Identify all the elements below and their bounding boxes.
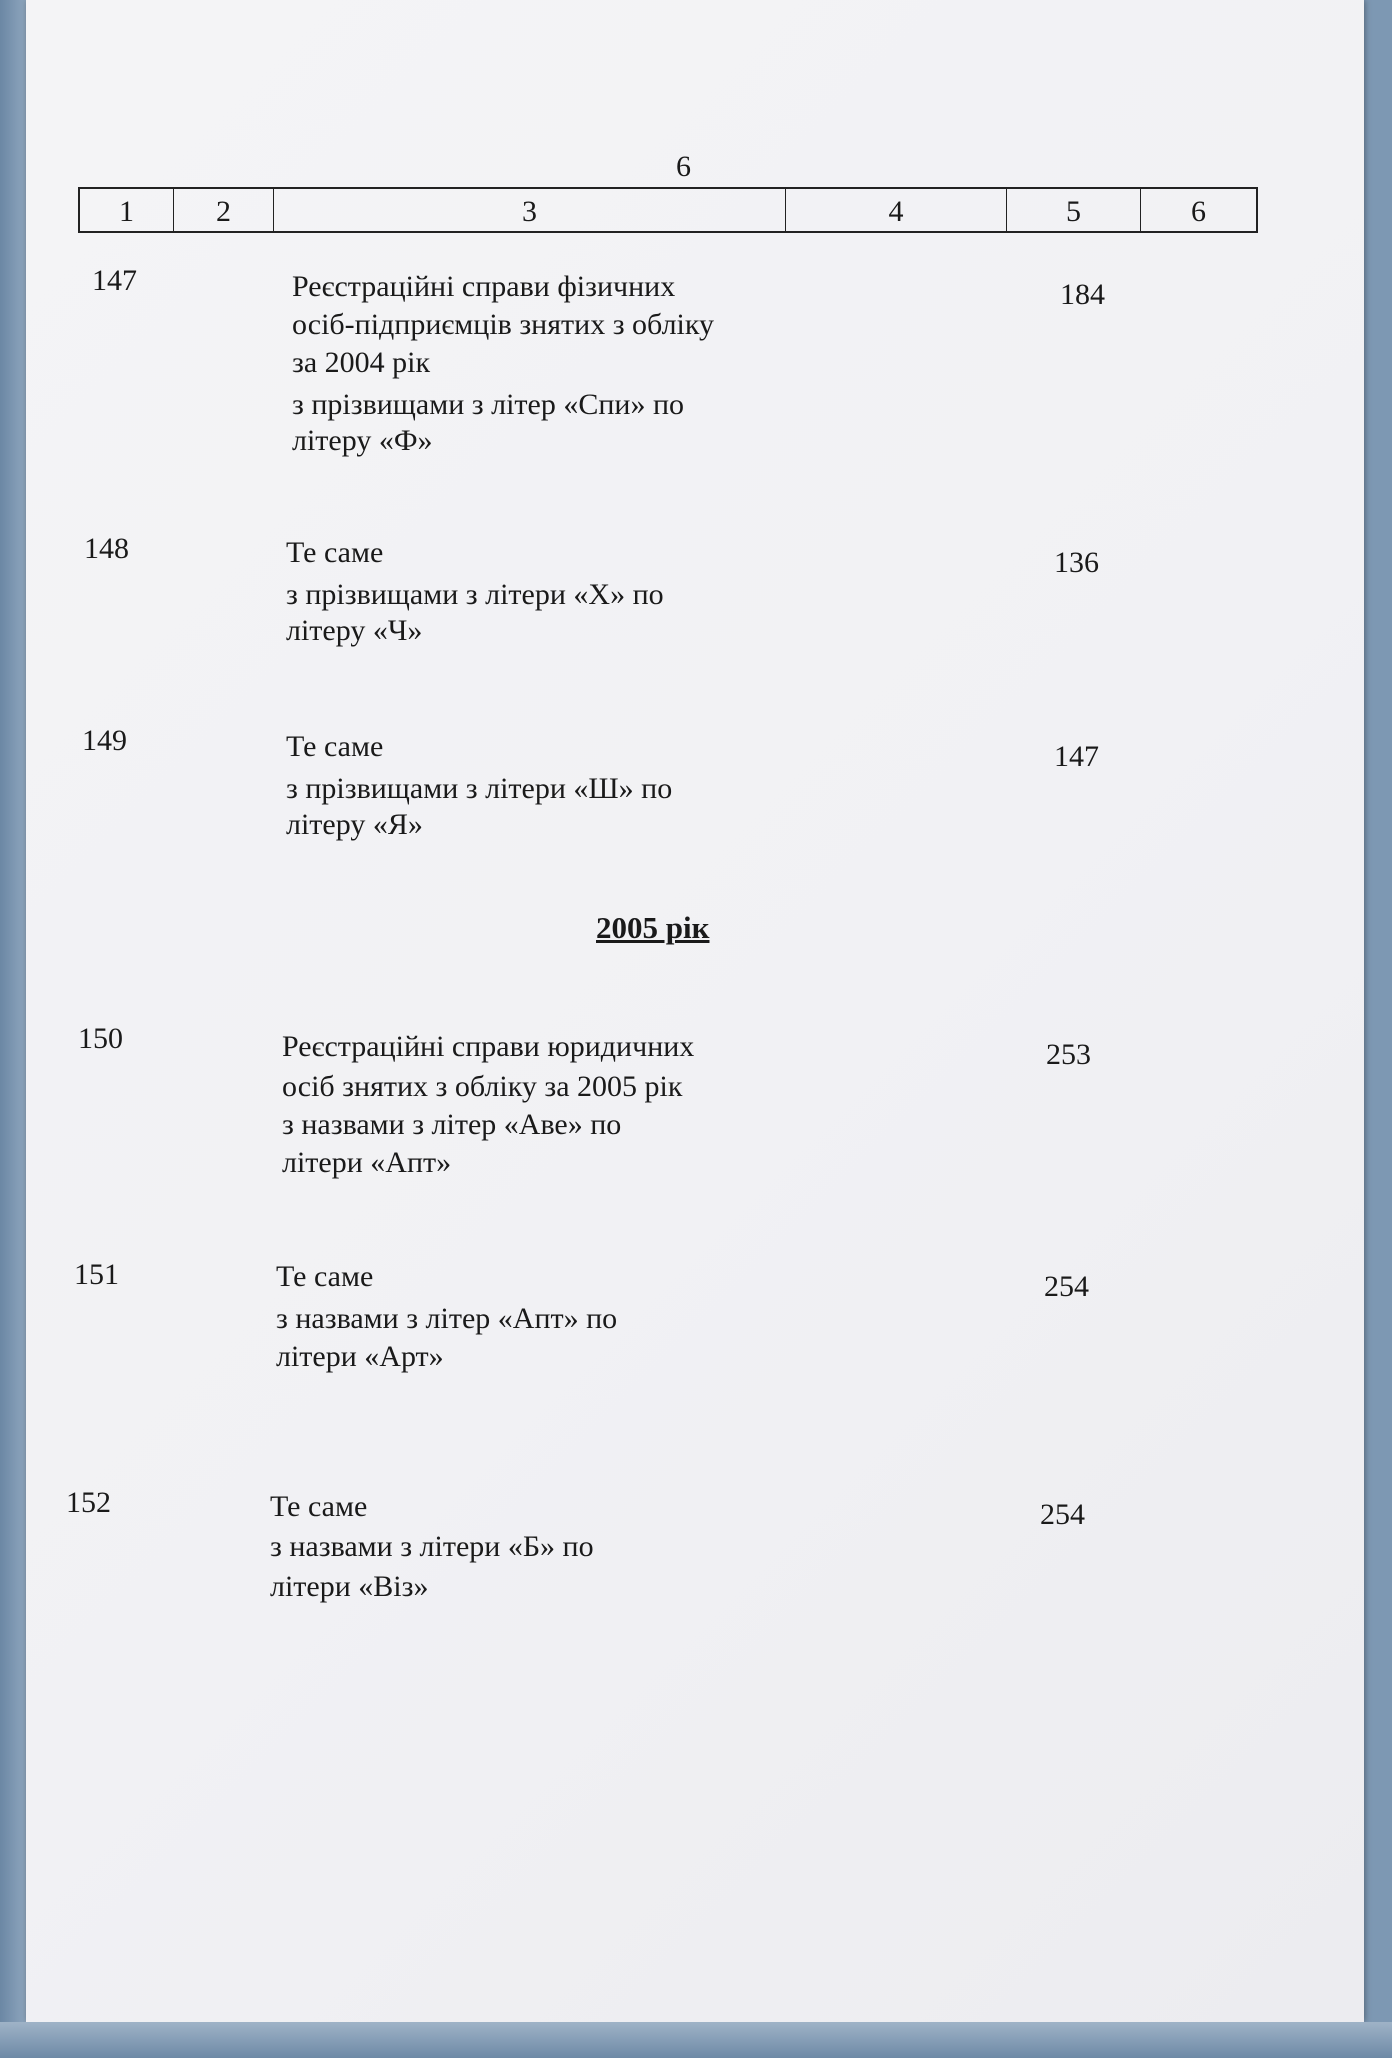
column-header-2: 2 [174,189,274,231]
entry-sheet-count: 184 [1060,278,1105,311]
entry-description-line: з прізвищами з літер «Спи» по [292,388,685,421]
entry-number: 150 [78,1022,123,1055]
entry-number: 149 [82,724,127,757]
column-header-4: 4 [786,189,1007,231]
entry-description-line: літери «Апт» [282,1146,452,1179]
entry-description-line: з назвами з літер «Аве» по [282,1108,622,1141]
column-header-6: 6 [1191,195,1206,228]
entry-description-line: Реєстраційні справи юридичних [282,1030,695,1063]
entry-description-line: з прізвищами з літери «Ш» по [286,772,673,805]
entry-number: 147 [92,264,137,297]
document-page [26,0,1364,2022]
entry-description-line: літеру «Ф» [292,424,433,457]
page-number: 6 [676,150,691,183]
entry-description-line: з назвами з літер «Апт» по [276,1302,618,1335]
entry-description-line: за 2004 рік [292,346,431,379]
entry-description-line: Реєстраційні справи фізичних [292,270,676,303]
entry-number: 152 [66,1486,111,1519]
entry-sheet-count: 147 [1054,740,1099,773]
entry-description-line: Те саме [276,1260,374,1293]
entry-description-line: Те саме [286,730,384,763]
entry-number: 151 [74,1258,119,1291]
entry-number: 148 [84,532,129,565]
entry-description-line: літеру «Ч» [286,614,423,647]
entry-description-line: Те саме [286,536,384,569]
entry-sheet-count: 254 [1040,1498,1085,1531]
column-header-5: 5 [1007,189,1141,231]
year-heading: 2005 рік [596,910,710,945]
entry-description-line: літеру «Я» [286,808,423,841]
entry-description-line: літери «Арт» [276,1340,444,1373]
entry-description-line: осіб знятих з обліку за 2005 рік [282,1070,683,1103]
entry-description-line: з назвами з літери «Б» по [270,1530,594,1563]
column-header-1: 1 [80,189,174,231]
column-header-table [78,187,1258,233]
entry-sheet-count: 136 [1054,546,1099,579]
entry-description-line: з прізвищами з літери «Х» по [286,578,664,611]
entry-description-line: літери «Віз» [270,1570,429,1603]
column-header-3: 3 [274,189,786,231]
entry-sheet-count: 254 [1044,1270,1089,1303]
entry-description-line: Те саме [270,1490,368,1523]
entry-sheet-count: 253 [1046,1038,1091,1071]
entry-description-line: осіб-підприємців знятих з обліку [292,308,715,341]
page-edge-bottom [0,2022,1392,2058]
